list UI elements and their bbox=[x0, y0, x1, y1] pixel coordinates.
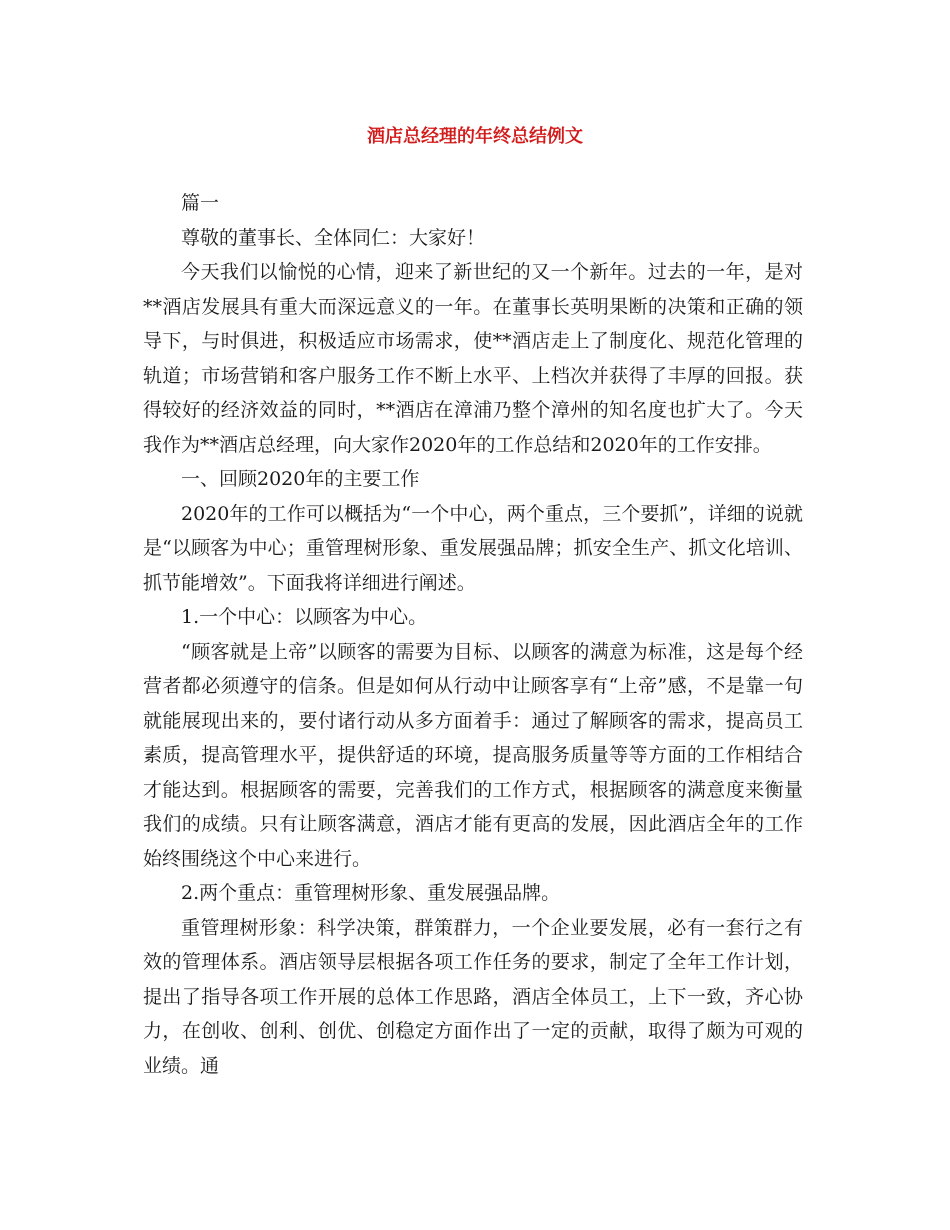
paragraph-management: 重管理树形象：科学决策，群策群力，一个企业要发展，必有一套行之有效的管理体系。酒店领导层根据各项工作任务的要求，制定了全年工作计划，提出了指导各项工作开展的总体工作思路，酒店全体员工，上下一致，齐心协力，在创收、创利、创优、创稳定方面作出了一定的贡献，取得了颇为可观的业绩。通 bbox=[143, 916, 803, 1077]
document-title: 酒店总经理的年终总结例文 bbox=[367, 126, 583, 147]
paragraph-summary: 2020年的工作可以概括为“一个中心，两个重点，三个要抓”，详细的说就是“以顾客为中心；重管理树形象、重发展强品牌；抓安全生产、抓文化培训、抓节能增效”。下面我将详细进行阐述。 bbox=[143, 502, 803, 594]
document-body bbox=[143, 186, 803, 1083]
paragraph-intro: 今天我们以愉悦的心情，迎来了新世纪的又一个新年。过去的一年，是对**酒店发展具有重大而深远意义的一年。在董事长英明果断的决策和正确的领导下，与时俱进，积极适应市场需求，使**酒店走上了制度化、规范化管理的轨道；市场营销和客户服务工作不断上水平、上档次并获得了丰厚的回报。获得较好的经济效益的同时，**酒店在漳浦乃整个漳州的知名度也扩大了。今天我作为**酒店总经理，向大家作2020年的工作总结和2020年的工作安排。 bbox=[143, 261, 803, 456]
paragraph-heading-one-center: 1.一个中心：以顾客为中心。 bbox=[181, 606, 428, 628]
paragraph-customer: “顾客就是上帝”以顾客的需要为目标、以顾客的满意为标准，这是每个经营者都必须遵守的信条。但是如何从行动中让顾客享有“上帝”感，不是靠一句就能展现出来的，要付诸行动从多方面着手：通过了解顾客的需求，提高员工素质，提高管理水平，提供舒适的环境，提高服务质量等等方面的工作相结合才能达到。根据顾客的需要，完善我们的工作方式，根据顾客的满意度来衡量我们的成绩。只有让顾客满意，酒店才能有更高的发展，因此酒店全年的工作始终围绕这个中心来进行。 bbox=[143, 640, 803, 870]
paragraph-greeting: 尊敬的董事长、全体同仁：大家好！ bbox=[181, 226, 486, 249]
paragraph-heading-review: 一、回顾2020年的主要工作 bbox=[181, 468, 420, 490]
paragraph-heading-two-focus: 2.两个重点：重管理树形象、重发展强品牌。 bbox=[181, 882, 561, 904]
paragraph-section-label: 篇一 bbox=[181, 192, 220, 214]
